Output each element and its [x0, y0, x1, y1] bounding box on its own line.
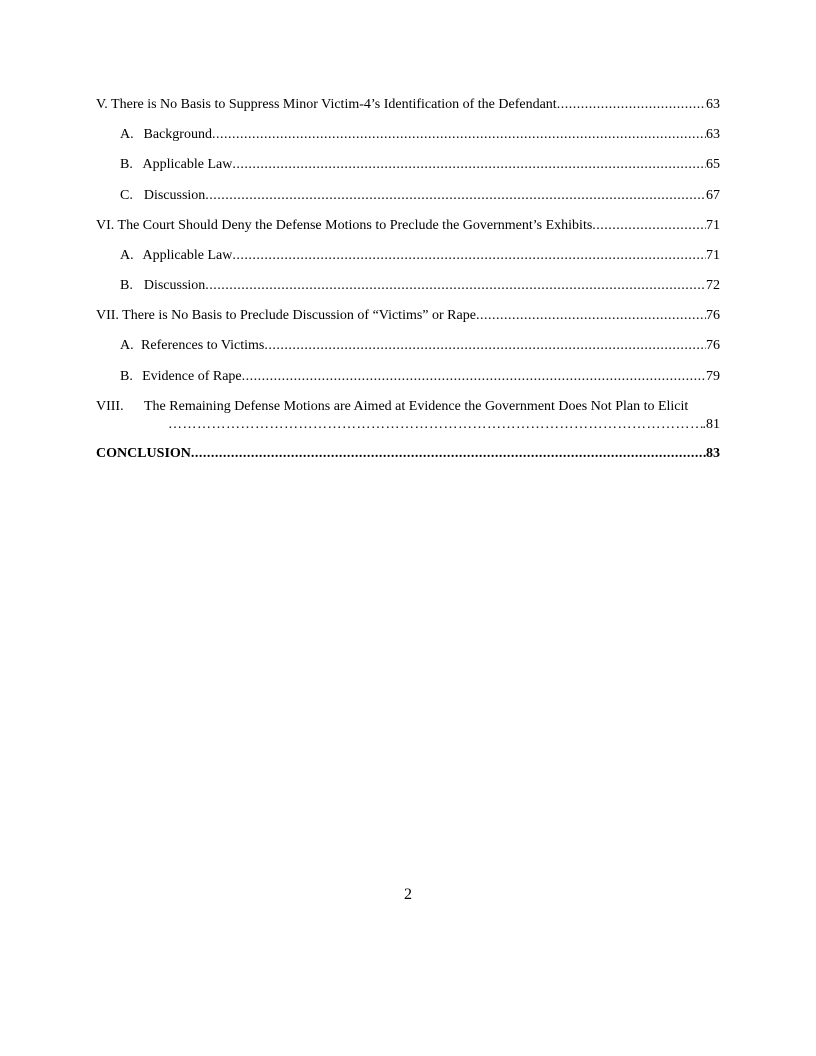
- toc-entry-page: 72: [706, 278, 720, 293]
- toc-entry-page: 67: [706, 188, 720, 203]
- toc-entry-label: V. There is No Basis to Suppress Minor Victim-4’s Identification of the Defendant: [96, 97, 557, 112]
- dot-leader: [592, 217, 706, 235]
- toc-entry-section-vi[interactable]: [96, 217, 720, 235]
- toc-entry-page: .81: [702, 417, 720, 432]
- toc-entry-conclusion[interactable]: [96, 445, 720, 463]
- toc-entry-label: Applicable Law: [142, 248, 233, 263]
- toc-entry-page: 83: [706, 446, 720, 461]
- dot-leader: [168, 416, 703, 434]
- toc-entry-number: B.: [120, 369, 133, 384]
- toc-entry-label: Discussion: [143, 278, 206, 293]
- toc-entry-page: 79: [706, 369, 720, 384]
- dot-leader: [205, 187, 706, 205]
- dot-leader: [264, 337, 706, 355]
- toc-entry-section-vi-a[interactable]: [96, 247, 720, 265]
- dot-leader: [557, 96, 706, 114]
- toc-entry-label: VII. There is No Basis to Preclude Discussion of “Victims” or Rape: [96, 308, 476, 323]
- toc-entry-page: 63: [706, 97, 720, 112]
- toc-entry-section-v-a[interactable]: [96, 126, 720, 144]
- toc-entry-number: A.: [120, 338, 134, 353]
- dot-leader: [476, 307, 706, 325]
- toc-entry-page: 71: [705, 248, 720, 263]
- toc-entry-number: VIII.: [96, 399, 124, 414]
- toc-entry-section-viii[interactable]: [96, 398, 720, 434]
- toc-entry-label: The Remaining Defense Motions are Aimed at Evidence the Government Does Not Plan to Elicit: [144, 399, 689, 414]
- toc-entry-label: Discussion: [143, 188, 206, 203]
- toc-entry-page: 76: [706, 308, 720, 323]
- dot-leader: [212, 126, 706, 144]
- toc-entry-section-vii-b[interactable]: [96, 368, 720, 386]
- dot-leader: [232, 156, 706, 174]
- toc-entry-number: A.: [120, 248, 134, 263]
- toc-entry-number: C.: [120, 188, 133, 203]
- toc-entry-section-vii-a[interactable]: [96, 337, 720, 355]
- dot-leader: [242, 368, 706, 386]
- dot-leader: [191, 445, 706, 463]
- toc-entry-page: 63: [706, 127, 720, 142]
- toc-entry-number: B.: [120, 157, 133, 172]
- toc-entry-first-line: [96, 398, 720, 416]
- toc-entry-number: A.: [120, 127, 134, 142]
- toc-entry-page: 71: [706, 218, 720, 233]
- toc-entry-section-v[interactable]: [96, 96, 720, 114]
- toc-entry-label: References to Victims: [141, 338, 265, 353]
- toc-entry-section-vi-b[interactable]: [96, 277, 720, 295]
- dot-leader: [205, 277, 706, 295]
- dot-leader: [232, 247, 706, 265]
- toc-entry-label: Applicable Law: [142, 157, 233, 172]
- toc-entry-label: VI. The Court Should Deny the Defense Motions to Preclude the Government’s Exhibits: [96, 218, 593, 233]
- toc-entry-label: Background: [143, 127, 212, 142]
- toc-entry-number: B.: [120, 278, 133, 293]
- toc-entry-second-line: [96, 416, 720, 434]
- toc-entry-section-vii[interactable]: [96, 307, 720, 325]
- toc-entry-label: CONCLUSION: [96, 446, 191, 461]
- toc-entry-page: 65: [705, 157, 720, 172]
- toc-entry-section-v-b[interactable]: [96, 156, 720, 174]
- page-number: 2: [404, 886, 412, 903]
- toc-entry-label: Evidence of Rape: [142, 369, 242, 384]
- toc-entry-page: 76: [706, 338, 720, 353]
- toc-entry-section-v-c[interactable]: [96, 187, 720, 205]
